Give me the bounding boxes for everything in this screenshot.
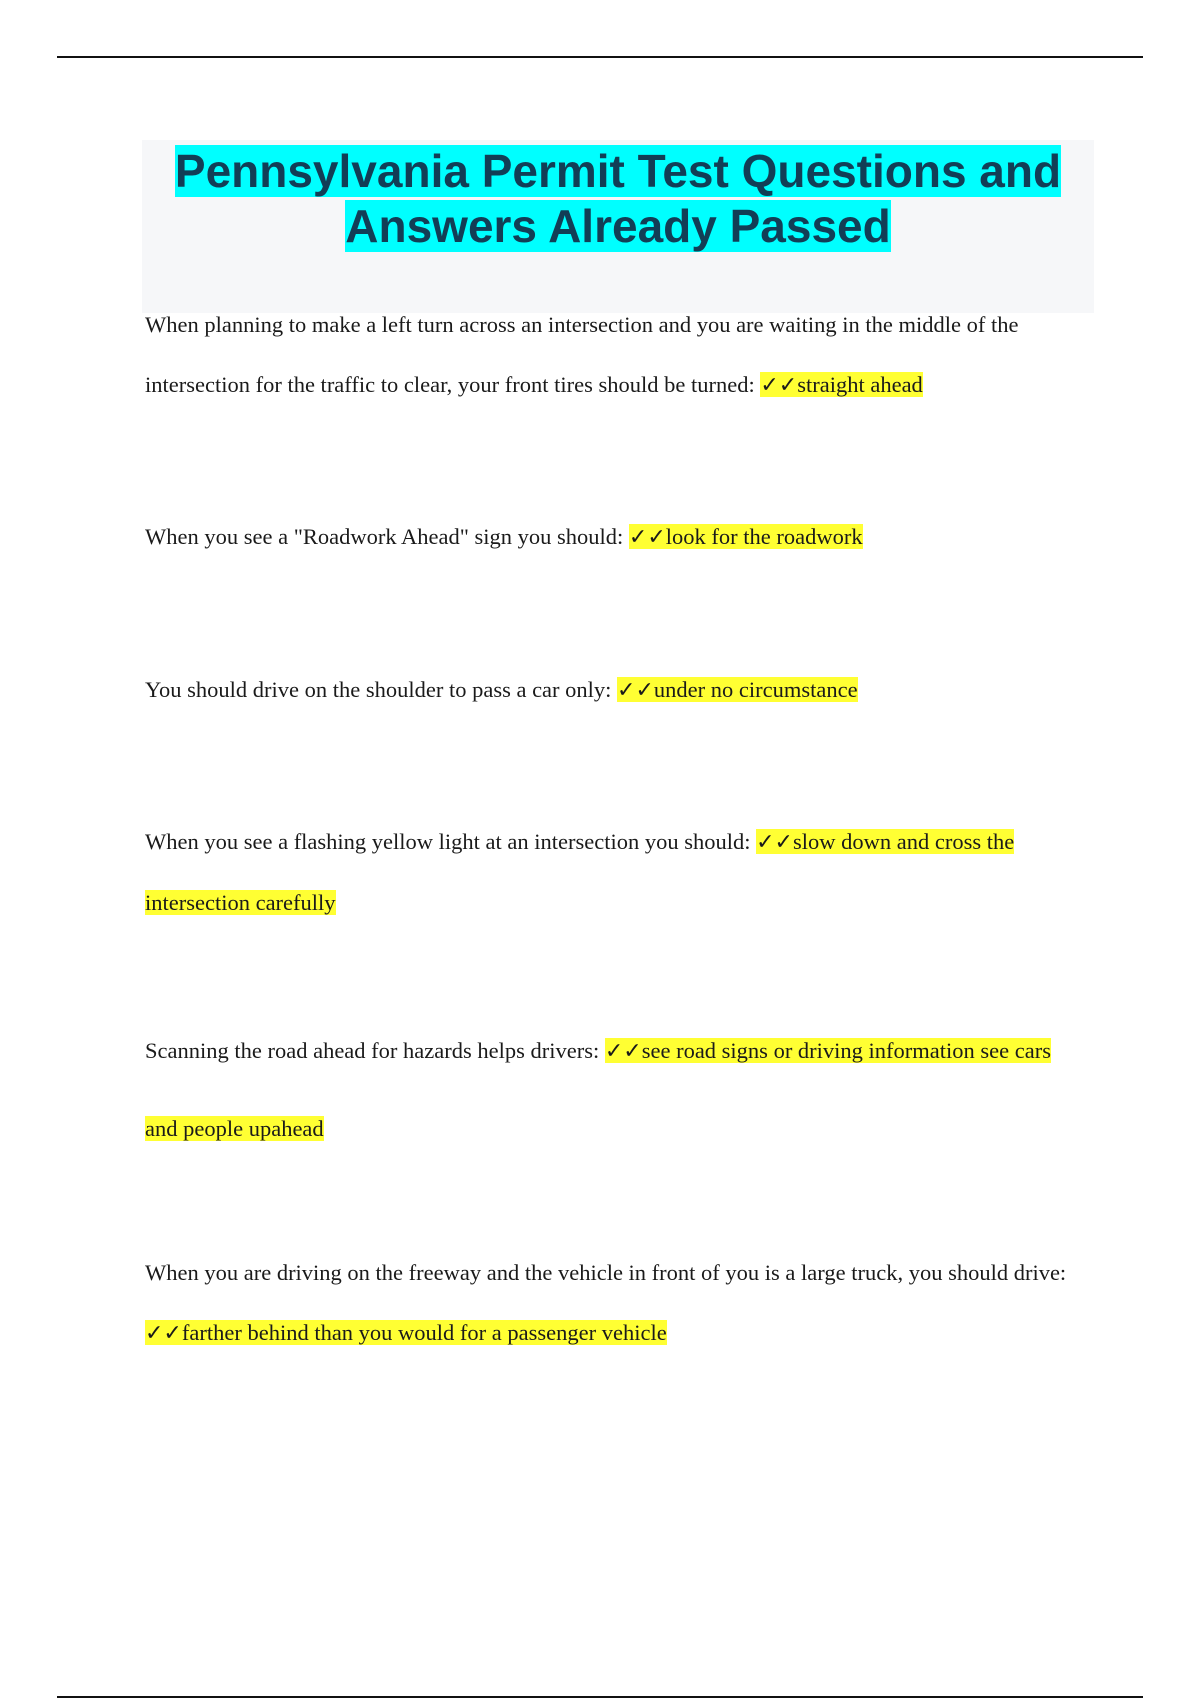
qa-item-2 (145, 507, 1085, 568)
bottom-rule (57, 1696, 1143, 1698)
check-mark-icon: ✓✓ (617, 678, 654, 703)
check-mark-icon: ✓✓ (628, 525, 666, 550)
qa-item-4 (145, 812, 1085, 933)
answer-highlight (629, 524, 863, 549)
check-mark-icon: ✓✓ (760, 373, 798, 398)
question-text: When you see a "Roadwork Ahead" sign you should: (145, 524, 624, 549)
answer-highlight (145, 1320, 667, 1345)
question-text: When you are driving on the freeway and the vehicle in front of you is a large truck, you should drive: (145, 1260, 1067, 1285)
answer-text: see road signs or driving information see cars and people upahead (145, 1038, 1051, 1141)
answer-text: slow down and cross the intersection carefully (145, 829, 1015, 915)
top-rule (57, 56, 1143, 58)
question-text: When you see a flashing yellow light at an intersection you should: (145, 829, 751, 854)
question-text: When planning to make a left turn across an intersection and you are waiting in the middle of the intersection for the traffic to clear, your front tires should be turned: (145, 312, 1019, 397)
answer-highlight (760, 372, 922, 397)
document-title: Pennsylvania Permit Test Questions and Answers Already Passed (174, 145, 1062, 252)
question-text: Scanning the road ahead for hazards helps drivers: (145, 1038, 600, 1063)
qa-item-3 (145, 660, 1085, 721)
check-mark-icon: ✓✓ (756, 830, 793, 855)
qa-item-6 (145, 1243, 1085, 1364)
answer-text: straight ahead (797, 372, 923, 397)
answer-highlight (617, 677, 858, 702)
answer-text: farther behind than you would for a passenger vehicle (181, 1320, 667, 1345)
qa-item-5 (145, 1012, 1085, 1167)
qa-item-1 (145, 295, 1085, 416)
question-text: You should drive on the shoulder to pass a car only: (145, 677, 612, 702)
check-mark-icon: ✓✓ (145, 1321, 182, 1346)
answer-text: under no circumstance (653, 677, 858, 702)
answer-text: look for the roadwork (665, 524, 863, 549)
check-mark-icon: ✓✓ (604, 1039, 642, 1064)
